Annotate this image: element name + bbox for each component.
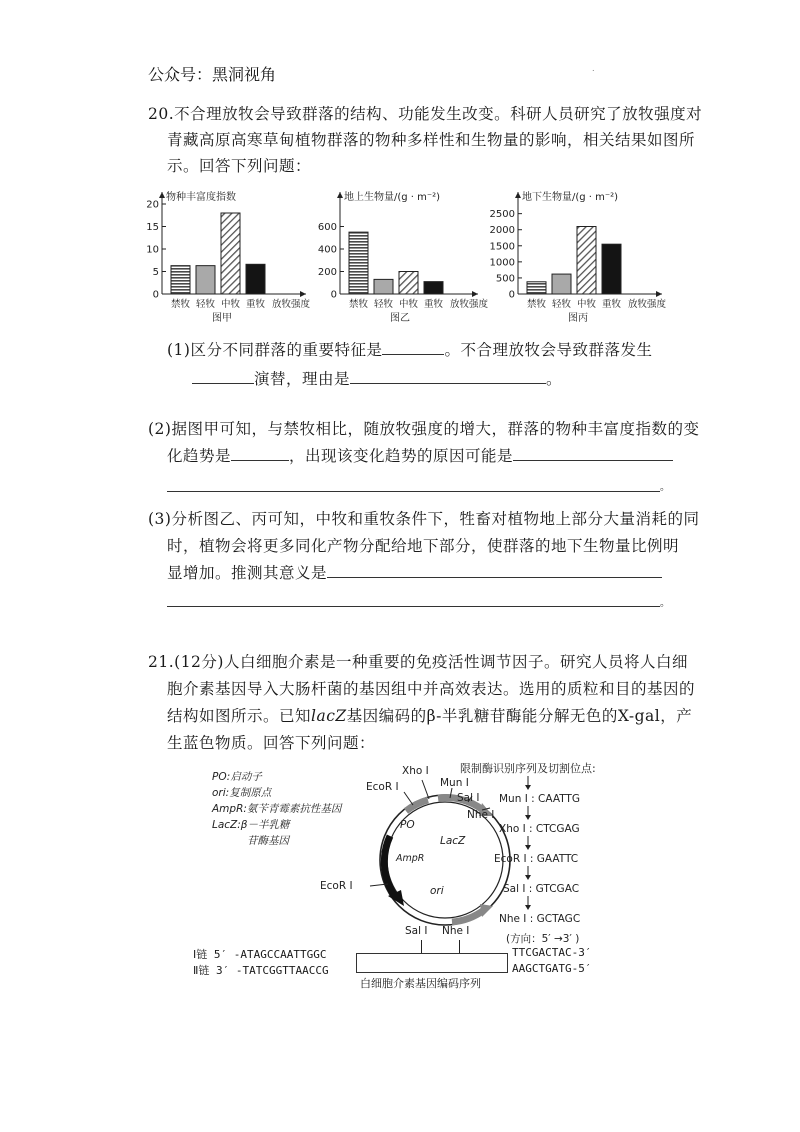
- answer-blank-feature[interactable]: [382, 337, 444, 355]
- gene-coding-box: [356, 953, 508, 973]
- label-ecor-bot: EcoR Ⅰ: [320, 880, 353, 892]
- x-tick-label: 中牧: [220, 299, 241, 310]
- bar-中牧: [577, 227, 596, 295]
- q20-p1-end: 。: [546, 370, 563, 388]
- x-tick-label: 中牧: [576, 299, 597, 310]
- x-axis-arrow: [472, 291, 478, 297]
- answer-blank-reason1[interactable]: [350, 366, 546, 384]
- q21-stem-line3: [167, 703, 692, 729]
- bar-轻牧: [374, 279, 393, 294]
- legend-ori: ori:复制原点: [212, 787, 272, 799]
- y-tick-label: 1500: [489, 241, 515, 253]
- label-lacz: LacZ: [440, 835, 466, 847]
- label-xho: Xho Ⅰ: [402, 765, 429, 777]
- y-axis-label: 地下生物量/(g · m⁻²): [522, 192, 619, 203]
- chart-title: 图甲: [212, 313, 232, 324]
- x-tick-label: 轻牧: [551, 299, 572, 310]
- q20-part1-line2: [192, 366, 562, 392]
- chart-title: 图乙: [390, 313, 410, 324]
- q21-lacz-italic: lacZ: [311, 707, 347, 725]
- q20-stem-line2: 青藏高原高寒草甸植物群落的物种多样性和生物量的影响，相关结果如图所: [167, 131, 696, 149]
- x-axis-arrow: [300, 291, 306, 297]
- y-axis-arrow: [337, 192, 343, 198]
- q20-p3-text-c: 显增加。推测其意义是: [167, 564, 328, 582]
- q20-p1-text-c: 演替，理由是: [254, 370, 351, 388]
- y-tick-label: 2000: [489, 225, 515, 237]
- y-tick-label: 0: [330, 289, 337, 301]
- y-tick-label: 10: [146, 244, 159, 256]
- bar-轻牧: [552, 274, 571, 294]
- x-axis-label: 放牧强度: [627, 299, 667, 310]
- bar-重牧: [602, 244, 621, 294]
- bar-禁牧: [527, 282, 546, 294]
- q20-stem-line3: 示。回答下列问题：: [167, 157, 312, 175]
- x-tick-label: 重牧: [601, 299, 622, 310]
- y-tick-label: 0: [508, 289, 515, 301]
- chart-bing: [490, 190, 667, 324]
- answer-blank-trend[interactable]: [231, 443, 289, 461]
- x-tick-label: 重牧: [245, 299, 266, 310]
- gene-caption: 白细胞介素基因编码序列: [360, 977, 481, 990]
- enzyme-ecor: EcoR Ⅰ : GAATTC: [494, 853, 579, 865]
- y-axis-label: 地上生物量/(g · m⁻²): [344, 192, 441, 203]
- q20-part3-line3: [167, 560, 662, 586]
- x-axis-label: 放牧强度: [271, 299, 311, 310]
- label-mun: Mun Ⅰ: [440, 777, 469, 789]
- bar-重牧: [424, 282, 443, 294]
- x-tick-label: 重牧: [423, 299, 444, 310]
- x-tick-label: 禁牧: [170, 299, 191, 310]
- label-po: PO: [400, 819, 415, 831]
- watermark-header: 公众号：黑洞视角: [148, 65, 277, 84]
- y-axis-arrow: [515, 192, 521, 198]
- enzyme-nhe: Nhe Ⅰ : GCTAGC: [499, 913, 581, 925]
- legend-lacz-2: 苷酶基因: [247, 835, 289, 847]
- legend-po: PO:启动子: [212, 771, 262, 783]
- enzyme-list: [494, 776, 580, 945]
- legend-amp: AmpR:氨苄青霉素抗性基因: [212, 803, 342, 815]
- strand2-left: Ⅱ链 3′ -TATCGGTTAACCG: [193, 964, 329, 977]
- enzyme-direction: (方向：5′ →3′ ): [506, 933, 580, 945]
- ori-segment: [452, 910, 484, 922]
- answer-blank-significance[interactable]: [327, 560, 662, 578]
- q21-stem-line4: 生蓝色物质。回答下列问题：: [167, 734, 376, 752]
- q20-p1-text-b: 。不合理放牧会导致群落发生: [444, 341, 653, 359]
- enzyme-xho: Xho Ⅰ : CTCGAG: [499, 823, 580, 835]
- bar-禁牧: [349, 232, 368, 294]
- x-tick-label: 轻牧: [195, 299, 216, 310]
- bar-轻牧: [196, 266, 215, 294]
- q20-part2-line2: [167, 443, 673, 469]
- xho-tick: [422, 780, 429, 799]
- y-tick-label: 20: [146, 199, 159, 211]
- gene-site-nhe-tick: [459, 940, 460, 954]
- y-tick-label: 0: [152, 289, 159, 301]
- gene-site-sal: Sal Ⅰ: [405, 925, 428, 937]
- q21-stem3-b: 基因编码的β-半乳糖苷酶能分解无色的X-gal，产: [346, 707, 693, 725]
- q21-stem-line2: 胞介素基因导入大肠杆菌的基因组中并高效表达。选用的质粒和目的基因的: [167, 680, 696, 698]
- bar-中牧: [221, 213, 240, 294]
- strand1-left: Ⅰ链 5′ -ATAGCCAATTGGC: [193, 948, 327, 961]
- y-tick-label: 1000: [489, 257, 515, 269]
- y-tick-label: 5: [152, 267, 159, 278]
- answer-line-cause-cont[interactable]: [167, 491, 660, 492]
- x-axis-label: 放牧强度: [449, 299, 489, 310]
- q21-stem3-a: 结构如图所示。已知: [167, 707, 312, 725]
- x-tick-label: 禁牧: [348, 299, 369, 310]
- answer-line-significance-cont[interactable]: [167, 606, 660, 607]
- q20-p1-text-a: (1)区分不同群落的重要特征是: [167, 341, 383, 359]
- label-nhe: Nhe Ⅰ: [467, 809, 495, 821]
- q20-p3-end: 。: [660, 598, 671, 609]
- gene-site-nhe: Nhe Ⅰ: [442, 925, 470, 937]
- x-tick-label: 中牧: [398, 299, 419, 310]
- chart-yi: [318, 190, 489, 324]
- y-tick-label: 15: [146, 222, 159, 233]
- y-axis-label: 物种丰富度指数: [166, 192, 236, 203]
- bar-中牧: [399, 272, 418, 295]
- legend-lacz: LacZ:β－半乳糖: [212, 819, 290, 831]
- y-axis-arrow: [159, 192, 165, 198]
- stray-dot: .: [592, 64, 595, 73]
- q20-part1-line1: [167, 337, 652, 363]
- strand1-right: TTCGACTAC-3′: [512, 946, 592, 959]
- q20-part3-line1: (3)分析图乙、丙可知，中牧和重牧条件下，牲畜对植物地上部分大量消耗的同: [148, 510, 700, 528]
- y-tick-label: 500: [495, 273, 515, 285]
- chart-title: 图丙: [568, 313, 588, 324]
- q20-p2-text-b: 化趋势是: [167, 447, 232, 465]
- y-tick-label: 200: [317, 267, 337, 278]
- bar-重牧: [246, 264, 265, 294]
- q20-part2-line1: (2)据图甲可知，与禁牧相比，随放牧强度的增大，群落的物种丰富度指数的变: [148, 420, 700, 438]
- gene-site-sal-tick: [421, 940, 422, 954]
- bar-禁牧: [171, 266, 190, 294]
- x-axis-arrow: [656, 291, 662, 297]
- ori-arrowhead: [480, 904, 493, 917]
- chart-jia: [146, 190, 310, 324]
- y-tick-label: 400: [317, 244, 337, 256]
- strand2-right: AAGCTGATG-5′: [512, 962, 592, 975]
- q20-charts: [140, 184, 680, 336]
- y-tick-label: 2500: [489, 209, 515, 221]
- q20-p2-text-c: ，出现该变化趋势的原因可能是: [289, 447, 514, 465]
- label-ecor-top: EcoR Ⅰ: [366, 781, 399, 793]
- label-ori: ori: [430, 885, 444, 897]
- y-tick-label: 600: [317, 222, 337, 233]
- x-tick-label: 轻牧: [373, 299, 394, 310]
- x-tick-label: 禁牧: [526, 299, 547, 310]
- enzyme-title: 限制酶识别序列及切割位点:: [460, 762, 596, 775]
- label-amp: AmpR: [396, 853, 425, 864]
- plasmid-legend: [211, 771, 343, 847]
- ecor-top-tick: [404, 792, 413, 805]
- label-sal: Sal Ⅰ: [457, 792, 480, 804]
- q20-part3-line2: 时，植物会将更多同化产物分配给地下部分，使群落的地下生物量比例明: [167, 537, 680, 555]
- q20-stem-line1: 20.不合理放牧会导致群落的结构、功能发生改变。科研人员研究了放牧强度对: [148, 105, 703, 123]
- enzyme-sal: Sal Ⅰ : GTCGAC: [503, 883, 580, 895]
- q21-stem-line1: 21.(12分)人白细胞介素是一种重要的免疫活性调节因子。研究人员将人白细: [148, 653, 688, 671]
- answer-blank-succession[interactable]: [192, 366, 254, 384]
- q20-p2-end: 。: [660, 482, 671, 493]
- answer-blank-cause[interactable]: [513, 443, 673, 461]
- enzyme-mun: Mun Ⅰ : CAATTG: [499, 793, 580, 805]
